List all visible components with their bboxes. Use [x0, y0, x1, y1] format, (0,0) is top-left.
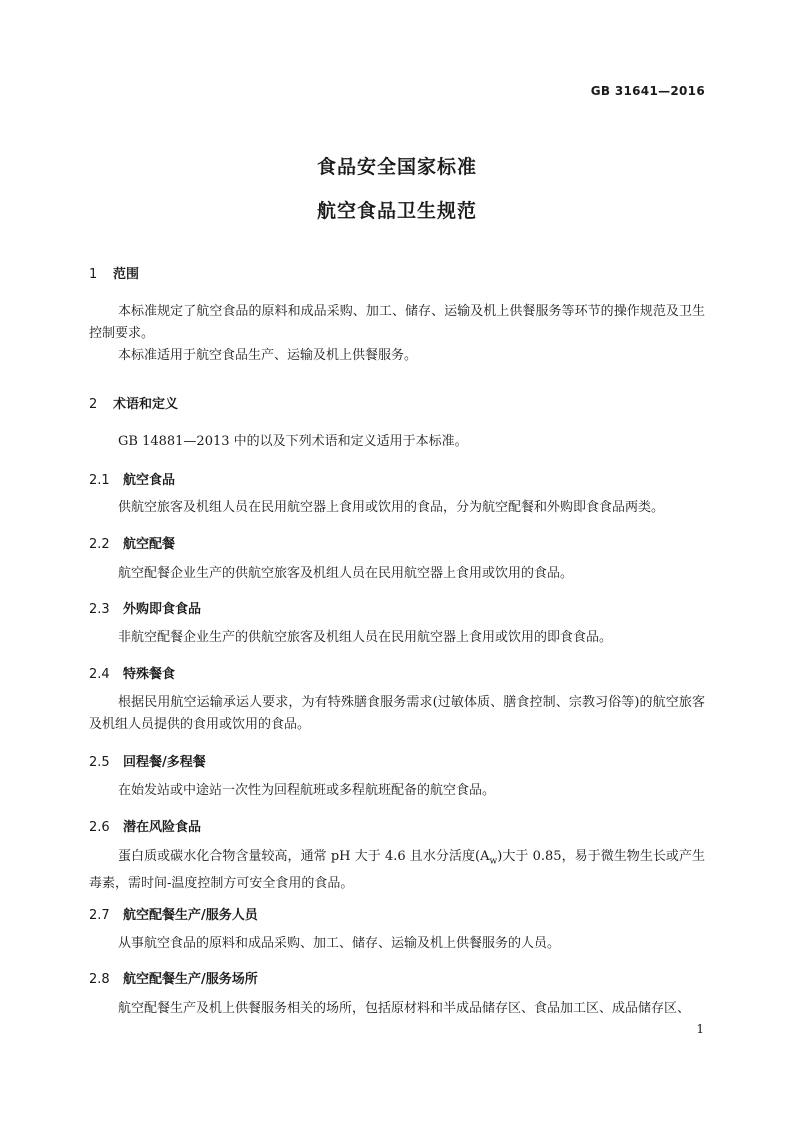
subsection-number: 2.5: [89, 755, 110, 770]
page-number: 1: [696, 1022, 704, 1036]
document-subtitle: 航空食品卫生规范: [316, 200, 477, 222]
section-heading-terms: [89, 393, 178, 412]
subsection-heading: [89, 751, 206, 770]
subsection-heading: [89, 904, 258, 923]
section-heading-scope: [89, 263, 139, 282]
subsection-number: 2.8: [89, 972, 110, 987]
subsection-number: 2.3: [89, 602, 110, 617]
section-number: 2: [89, 397, 98, 412]
paragraph: 本标准规定了航空食品的原料和成品采购、加工、储存、运输及机上供餐服务等环节的操作规范及卫生控制要求。: [89, 304, 705, 341]
subsection-heading: [89, 533, 175, 552]
subsection-title: 航空配餐: [123, 537, 176, 552]
subsection-number: 2.6: [89, 820, 110, 835]
definition-text: 航空配餐生产及机上供餐服务相关的场所，包括原材料和半成品储存区、食品加工区、成品储存区、: [118, 1001, 691, 1016]
definition-text: 非航空配餐企业生产的供航空旅客及机组人员在民用航空器上食用或饮用的即食食品。: [118, 630, 613, 645]
definition-text: 供航空旅客及机组人员在民用航空器上食用或饮用的食品，分为航空配餐和外购即食食品两类。: [118, 500, 665, 515]
water-activity-subscript: w: [489, 856, 498, 867]
document-title: 食品安全国家标准: [316, 156, 477, 178]
subsection-number: 2.1: [89, 473, 110, 488]
definition-text: 根据民用航空运输承运人要求，为有特殊膳食服务需求(过敏体质、膳食控制、宗教习俗等)的航空旅客及机组人员提供的食用或饮用的食品。: [89, 695, 705, 732]
definition-text: 在始发站或中途站一次性为回程航班或多程航班配备的航空食品。: [118, 783, 496, 798]
subsection-heading: [89, 598, 201, 617]
paragraph: GB 14881—2013 中的以及下列术语和定义适用于本标准。: [118, 434, 468, 449]
subsection-title: 航空食品: [123, 473, 176, 488]
subsection-title: 航空配餐生产/服务场所: [123, 972, 258, 987]
subsection-number: 2.7: [89, 908, 110, 923]
subsection-heading: [89, 663, 175, 682]
subsection-title: 回程餐/多程餐: [123, 755, 206, 770]
subsection-heading: [89, 469, 175, 488]
section-number: 1: [89, 267, 98, 282]
subsection-number: 2.2: [89, 537, 110, 552]
definition-text: 航空配餐企业生产的供航空旅客及机组人员在民用航空器上食用或饮用的食品。: [118, 566, 574, 581]
definition-text: [89, 846, 705, 895]
subsection-heading: [89, 968, 258, 987]
subsection-number: 2.4: [89, 667, 110, 682]
definition-text-part: 蛋白质或碳水化合物含量较高，通常 pH 大于 4.6 且水分活度(A: [118, 849, 490, 864]
section-title: 术语和定义: [113, 397, 179, 412]
definition-text-part: )大于 0.85，易于微生物生长或产生毒素，需时间-温度控制方可安全食用的食品。: [89, 849, 705, 891]
subsection-title: 潜在风险食品: [123, 820, 202, 835]
subsection-heading: [89, 816, 201, 835]
paragraph: 本标准适用于航空食品生产、运输及机上供餐服务。: [118, 348, 418, 363]
section-title: 范围: [113, 267, 140, 282]
standard-code: GB 31641—2016: [590, 84, 705, 98]
subsection-title: 航空配餐生产/服务人员: [123, 908, 258, 923]
definition-text: 从事航空食品的原料和成品采购、加工、储存、运输及机上供餐服务的人员。: [118, 936, 561, 951]
subsection-title: 外购即食食品: [123, 602, 202, 617]
subsection-title: 特殊餐食: [123, 667, 176, 682]
